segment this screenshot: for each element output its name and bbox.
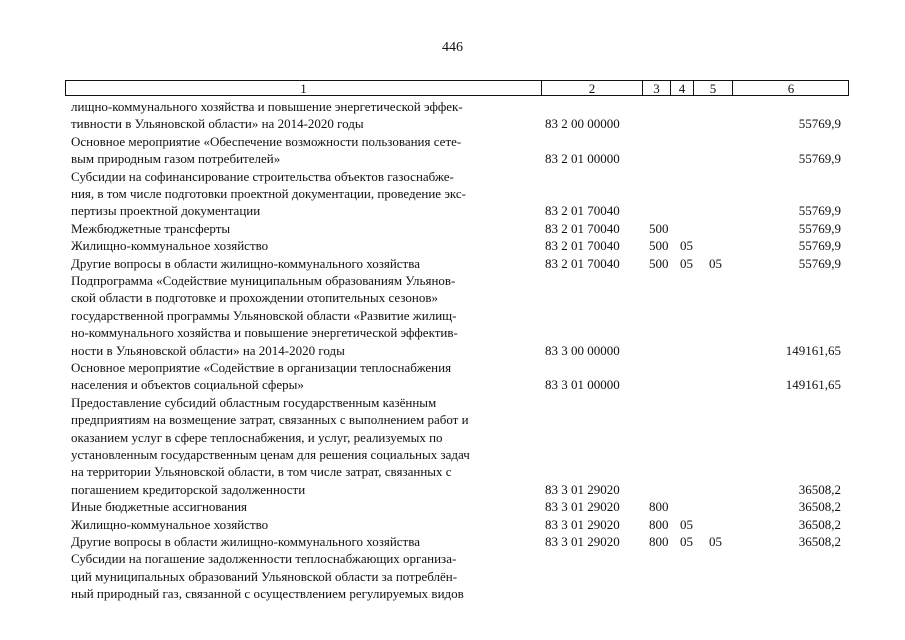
table-row [0,533,905,550]
table-row [0,220,905,237]
row-amount: 36508,2 [798,516,841,532]
row-code: 83 2 01 70040 [545,238,620,254]
description-line: Подпрограмма «Содействие муниципальным образованиям Ульянов- [71,272,456,288]
description-line: оказанием услуг в сфере теплоснабжения, и услуг, реализуемых по [71,429,443,445]
row-code: 83 2 01 70040 [545,255,620,271]
row-amount: 55769,9 [798,203,841,219]
description-line: вым природным газом потребителей» [71,151,281,167]
table-row [0,255,905,272]
table-body [0,98,905,603]
row-col-5: 05 [709,255,722,271]
table-header [65,80,849,96]
description-line: Жилищно-коммунальное хозяйство [71,516,269,532]
row-code: 83 2 00 00000 [545,116,620,132]
description-line: пертизы проектной документации [71,203,261,219]
row-col-3: 500 [649,255,669,271]
row-description [71,272,533,359]
row-amount: 55769,9 [798,151,841,167]
row-description [71,133,533,168]
header-col-5: 5 [693,81,732,95]
row-description [71,255,533,272]
row-description [71,359,533,394]
description-line: на территории Ульяновской области, в том числе затрат, связанных с [71,464,452,480]
row-description [71,237,533,254]
description-line: ния, в том числе подготовки проектной документации, проведение экс- [71,186,466,201]
row-col-3: 500 [649,220,669,236]
description-line: государственной программы Ульяновской области «Развитие жилищ- [71,307,457,323]
row-code: 83 2 01 70040 [545,203,620,219]
row-code: 83 3 01 29020 [545,499,620,515]
table-row [0,550,905,602]
header-col-2: 2 [541,81,642,95]
header-col-4: 4 [670,81,693,95]
row-code: 83 3 01 29020 [545,516,620,532]
row-col-3: 800 [649,533,669,549]
row-amount: 55769,9 [798,220,841,236]
table-row [0,272,905,359]
description-line: но-коммунального хозяйства и повышение энергетической эффектив- [71,325,458,341]
row-description [71,550,533,602]
row-description [71,220,533,237]
header-col-1: 1 [300,81,307,96]
row-col-4: 05 [680,533,693,549]
row-code: 83 3 01 29020 [545,533,620,549]
header-col-6: 6 [732,81,849,95]
description-line: ций муниципальных образований Ульяновской области за потреблён- [71,568,458,584]
description-line: Другие вопросы в области жилищно-коммунального хозяйства [71,255,420,271]
row-amount: 55769,9 [798,255,841,271]
row-col-4: 05 [680,516,693,532]
row-amount: 149161,65 [785,342,841,358]
row-col-3: 800 [649,516,669,532]
table-row [0,237,905,254]
row-code: 83 3 00 00000 [545,342,620,358]
table-row [0,98,905,133]
row-col-4: 05 [680,255,693,271]
description-line: тивности в Ульяновской области» на 2014-2020 годы [71,116,364,132]
description-line: Субсидии на софинансирование строительства объектов газоснабже- [71,168,454,184]
table-row [0,516,905,533]
row-description [71,168,533,220]
row-amount: 36508,2 [798,499,841,515]
row-code: 83 2 01 70040 [545,220,620,236]
description-line: Другие вопросы в области жилищно-коммунального хозяйства [71,533,420,549]
row-description [71,498,533,515]
row-description [71,533,533,550]
row-amount: 55769,9 [798,116,841,132]
row-col-5: 05 [709,533,722,549]
row-code: 83 3 01 00000 [545,377,620,393]
description-line: ности в Ульяновской области» на 2014-2020 годы [71,342,345,358]
row-description [71,98,533,133]
page-number: 446 [442,40,463,55]
description-line: установленным государственным ценам для решения социальных задач [71,446,470,462]
row-col-3: 800 [649,499,669,515]
description-line: погашением кредиторской задолженности [71,481,306,497]
row-amount: 149161,65 [785,377,841,393]
table-row [0,394,905,498]
table-row [0,498,905,515]
table-row [0,133,905,168]
description-line: ской области в подготовке и прохождении отопительных сезонов» [71,290,439,306]
row-col-4: 05 [680,238,693,254]
row-code: 83 3 01 29020 [545,481,620,497]
row-code: 83 2 01 00000 [545,151,620,167]
header-col-3: 3 [642,81,670,95]
description-line: Межбюджетные трансферты [71,220,231,236]
description-line: Субсидии на погашение задолженности теплоснабжающих организа- [71,551,457,567]
table-row [0,168,905,220]
description-line: ный природный газ, связанной с осуществлением регулируемых видов [71,586,464,602]
row-amount: 36508,2 [798,481,841,497]
row-description [71,516,533,533]
description-line: Жилищно-коммунальное хозяйство [71,238,269,254]
description-line: Иные бюджетные ассигнования [71,499,248,515]
description-line: населения и объектов социальной сферы» [71,377,304,393]
description-line: Основное мероприятие «Обеспечение возможности пользования сете- [71,133,462,149]
description-line: Предоставление субсидий областным государственным казённым [71,394,437,410]
row-amount: 36508,2 [798,533,841,549]
row-description [71,394,533,498]
row-col-3: 500 [649,238,669,254]
description-line: предприятиям на возмещение затрат, связанных с выполнением работ и [71,412,469,428]
table-row [0,359,905,394]
description-line: лищно-коммунального хозяйства и повышение энергетической эффек- [71,99,463,114]
row-amount: 55769,9 [798,238,841,254]
description-line: Основное мероприятие «Содействие в организации теплоснабжения [71,359,452,375]
